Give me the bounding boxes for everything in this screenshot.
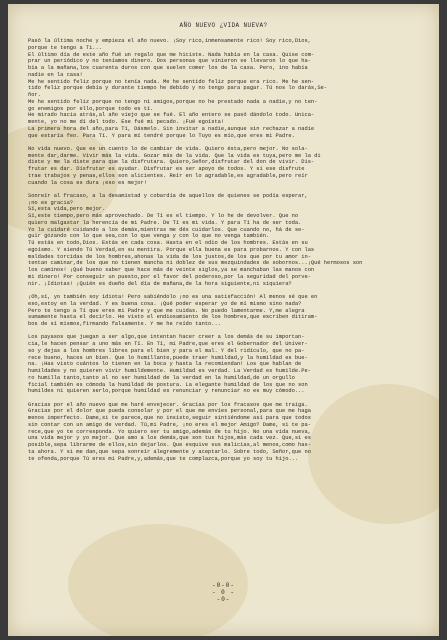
text-line: menos imperfecto. Dame,si te parece,que no insisto,seguir sintiéndome así para que todos xyxy=(28,415,311,422)
footer-ornament-line: -0-0- xyxy=(211,582,235,589)
text-line: guir gozando con lo que sea,con lo que venga y con lo que no venga también. xyxy=(28,233,270,240)
document-page xyxy=(8,4,439,636)
text-line: Sonreír al fracaso, a la desamistad y cobardía de aquellos de quienes se podía esperar, xyxy=(28,192,308,199)
text-line: cuando la cosa es dura ¡eso es mejor! xyxy=(28,179,147,186)
text-line: so y dejas a los hombres libres para el bien y para el mal. Y del ridículo, que no pa- xyxy=(28,347,305,354)
text-line: ¡Oh,sí, yo también soy idiota! Pero sabiéndolo ¡no es una satisfacción! Al menos sé que en xyxy=(28,294,318,301)
text-line: frutar es dar. Disfrutar es ayudar. Disfrutar es ser apoyo de todos. Y si ese disfrute xyxy=(28,166,305,173)
text-line: Gracias por el año nuevo que me haré envejecer. Gracias por los fracasos que me traiga. xyxy=(28,401,308,408)
text-line: egoísmo. Y siendo Tú Verdad,en su mentira. Porque ella buena es para probarnos. Y con las xyxy=(28,246,315,253)
paragraph xyxy=(28,402,424,463)
footer-ornament-line: - 0 - xyxy=(211,589,235,596)
text-line: nir. ¡Idiotas! ¡Quién es dueño del día de mañana,de la hora siguiente,ni siquiera? xyxy=(28,280,292,287)
text-line: prar un periódico y no teníamos dinero. Dos personas que vinieron se llevaron lo que ha- xyxy=(28,58,311,65)
text-line: humildes ni quieren serlo,porque humildad es renunciar y renunciar no es muy cómodo... xyxy=(28,388,305,395)
text-line: tentan caminar,de los que no tienen mancha ni doblez de sus mezquindades de sobornos...¡Qué hermosos son xyxy=(28,260,363,267)
text-line: Me he sentido feliz porque no tengo ni amigos,porque no he prestado nada a nadie,y no ten- xyxy=(28,98,318,105)
text-line: Me he sentido feliz porque no tenía nada. Me he sentido feliz porque era rico. Me he sen- xyxy=(28,78,315,85)
text-line: diste y me la diste para que la disfrutara. Quiero,Señor,disfrutar del don de vivir. Dis- xyxy=(28,159,315,166)
text-line: nadie en la casa! xyxy=(28,71,83,78)
text-line: ro humilla tanto,tanto al no ser humildad de la verdad en la humildad,de un orgullo xyxy=(28,374,295,381)
text-line: Pasó la última noche y empieza el año nuevo. ¡Soy rico,inmensamente rico! Soy rico,Dios, xyxy=(28,38,311,44)
text-line: ¡no es gracia? xyxy=(28,199,74,206)
text-line: trae trabajos y penas,ellos son alicientes. Reír en lo agradable,es agradable,pero reír xyxy=(28,172,308,179)
text-line: bos de sí mismos,firmando falsamente. Y me he reído tanto... xyxy=(28,321,221,328)
text-line: No vida nuevo. Que es un cuento lo de cambiar de vida. Quiero ésta,pero mejor. No sola- xyxy=(28,145,308,152)
text-line: te ofenda,porque Tú eres mi Padre,y,además,que te complazca,porque yo soy tu hijo... xyxy=(28,455,299,462)
text-line: He mirado hacia atrás,al año viejo que se fué. El año entero se pasó dándolo todo. Unica- xyxy=(28,112,315,119)
text-line: Sí,este tiempo,pero más aprovechado. De Tí es el tiempo. Y lo he de devolver. Que no xyxy=(28,213,299,220)
text-line: posible,sepa librarme de ellos,sin dejarlos. Que esquive sus malicias,al menos,como has- xyxy=(28,442,311,449)
text-line: rece bueno, haces un bien. Que lo humillante,puede traer humildad,y la humildad es bue- xyxy=(28,354,308,361)
footer-ornament-line: -0- xyxy=(216,596,231,603)
text-line: bía a la mañana,los cuarenta duros con que suelen comer los de la casa. Pero, ino había xyxy=(28,65,308,71)
text-line: mente, yo no me dí del todo. Ese fué mi pecado. ¡Fué egoísta! xyxy=(28,119,225,125)
paragraph xyxy=(28,334,424,395)
text-line: ñor. xyxy=(28,92,41,98)
text-line: que estaría feo. Para Tí. Y para mí tendré porque lo Tuyo es mío,que eres mi Padre. xyxy=(28,132,295,139)
document-title: AÑO NUEVO ¿VIDA NUEVA? xyxy=(179,22,268,29)
text-line: tido feliz porque debía y durante tiempo he debido y no tengo para pagar. Tú nos lo darás,Se- xyxy=(28,85,327,92)
paragraph xyxy=(28,193,424,288)
text-line: quiero malgastar la herencia de mi Padre. De Tí es mi vida. Y para Tí ha de ser toda. xyxy=(28,219,302,226)
text-line: Gracias por el dolor que pueda consolar y por el que me envíes personal,para que me haga xyxy=(28,408,311,415)
text-line: na. ¡Has visto cuántos lo tienen en la boca y hasta la recomiendan! Los que hablan de xyxy=(28,361,302,368)
text-line: una vida mejor y yo mejor. Que amo a los demás,que son tus hijos,más cada vez. Que,si es xyxy=(28,435,311,442)
text-line: Los payasos que juegan a ser algo,que intentan hacer creer a los demás de su importan- xyxy=(28,334,305,341)
text-line: sumamente hasta el decirlo. He visto el endiosamiento de los hombres,que escriben ditiram- xyxy=(28,314,318,321)
paragraph xyxy=(28,146,424,187)
text-line: El último día de este año fué un regalo que me hiciste. Nada había en la casa. Quise com- xyxy=(28,51,315,58)
document-body xyxy=(28,38,424,469)
paragraph xyxy=(28,38,424,139)
paragraph xyxy=(28,294,424,328)
text-line: eso,estoy en la verdad. Y es buena cosa. ¡Qué poder esperar yo de mí mismo sino nada? xyxy=(28,300,302,307)
text-line: go enemigos por ello,porque todo es tí. xyxy=(28,105,154,112)
text-line: rece,que yo te corresponda. Yo quiero ser tu amigo,además de tu hijo. No una vida nueva, xyxy=(28,428,311,435)
text-line: porque te tengo a Ti... xyxy=(28,44,102,51)
text-line: humildades y no quieren vivir humildemente. Humildad es verdad. La Verdad es humilde.Pe- xyxy=(28,368,311,375)
text-line: La primera hora del año,para Tí, Dásmelo. Sin invitar a nadie,aunque sin rechazar a nadie xyxy=(28,125,315,132)
text-line: maldades torcidas de los hombres,ahonas la vida de los justos,de los que por tu amor in- xyxy=(28,253,311,260)
text-line: sin contar con un amigo de verdad. Tú,mi Padre, ¡no eres el mejor Amigo? Dame, si te pa- xyxy=(28,421,311,428)
text-line: ta ahora. Y si me dan,que sepa sonreír alegremente y aceptarlo. Sobre todo, Señor,que no xyxy=(28,448,311,455)
text-line: cia,le hacen pensar a uno más en Tí. En Tí, mi Padre,que eres el Gobernador del Univer- xyxy=(28,341,308,348)
text-line: Sí,esta vida,pero mejor. xyxy=(28,206,106,213)
paper-stain xyxy=(68,524,248,636)
text-line: mente dar,darme. Vivir más la vida. Gozar más de la vida. Que la vida es tuya,pero me la di xyxy=(28,152,321,159)
text-line: mi dinero! Por conseguir un puesto,por el favor del poderoso,por la seguridad del porve- xyxy=(28,273,311,280)
document-footer xyxy=(8,582,439,603)
text-line: Yo la cuidaré cuidando a los demás,mientras me dés cuidarlos. Que cuando no, há de se- xyxy=(28,226,305,233)
text-line: Tú estás en todo,Dios. Estás en cada cosa. Hasta en el odio de los hombres. Estás en su xyxy=(28,240,308,247)
text-line: Pero te tengo a Tí que eres mi Padre y que me cuidas. No puedo lamentarme. Y,me alegra xyxy=(28,307,305,314)
text-line: los caminos! ¡Qué bueno saber que hace más de veinte siglos,ya se manchaban las manos con xyxy=(28,267,315,274)
text-line: ficial también es cómoda la humildad de postura. La elegante humildad de los que no son xyxy=(28,381,308,388)
